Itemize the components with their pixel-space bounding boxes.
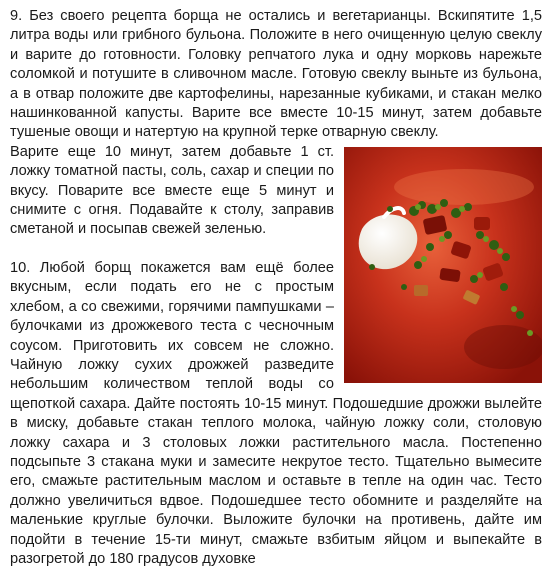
- article: [10, 7, 542, 569]
- borscht-photo: [344, 147, 542, 383]
- paragraph-9-intro: 9. Без своего рецепта борща не остались и вегетарианцы. Вскипятите 1,5 литра воды или грибного бульона. Положите в него очищенную целую свеклу и варите до готовности. Головку репчатого лука и одну морковь нарежьте соломкой и потушите в сливочном масле. Готовую свеклу выньте из бульона, а в отвар положите две картофелины, нарезанные кубиками, и стакан мелко нашинкованной капусты. Варите все вместе 10-15 минут, затем добавьте тушеные овощи и натертую на крупной терке отварную свеклу.: [10, 8, 542, 141]
- paragraph-10: 10. Любой борщ покажется вам ещё более вкусным, если подать его не с простым хлебом, а со свежими, горячими пампушками – булочками из дрожжевого теста с чесночным соусом. Приготовить их совсем не сложно. Чайную ложку сухих дрожжей разведите небольшим количеством теплой воды со щепоткой сахара. Дайте постоять 10-15 минут. Подошедшие дрожжи вылейте в миску, добавьте стакан теплого молока, чайную ложку соли, столовую ложку сахара и 3 столовых ложки растительного масла. Постепенно подсыпьте 3 стакана муки и замесите некрутое тесто. Тщательно вымесите его, смажьте растительным маслом и оставьте в тепле на один час. Тесто должно увеличиться вдвое. Подошедшее тесто обомните и разделяйте на маленькие круглые булочки. Выложите булочки на противень, дайте им подойти в течение 15-ти минут, смажьте взбитым яйцом и выпекайте в разогретой до 180 градусов духовке: [10, 259, 542, 567]
- paragraph-9-continued: Варите еще 10 минут, затем добавьте 1 ст. ложку томатной пасты, соль, сахар и специи по вкусу. Поварите все вместе еще 5 минут и снимите с огня. Подавайте к столу, заправив сметаной и посыпав свежей зеленью.: [10, 143, 334, 238]
